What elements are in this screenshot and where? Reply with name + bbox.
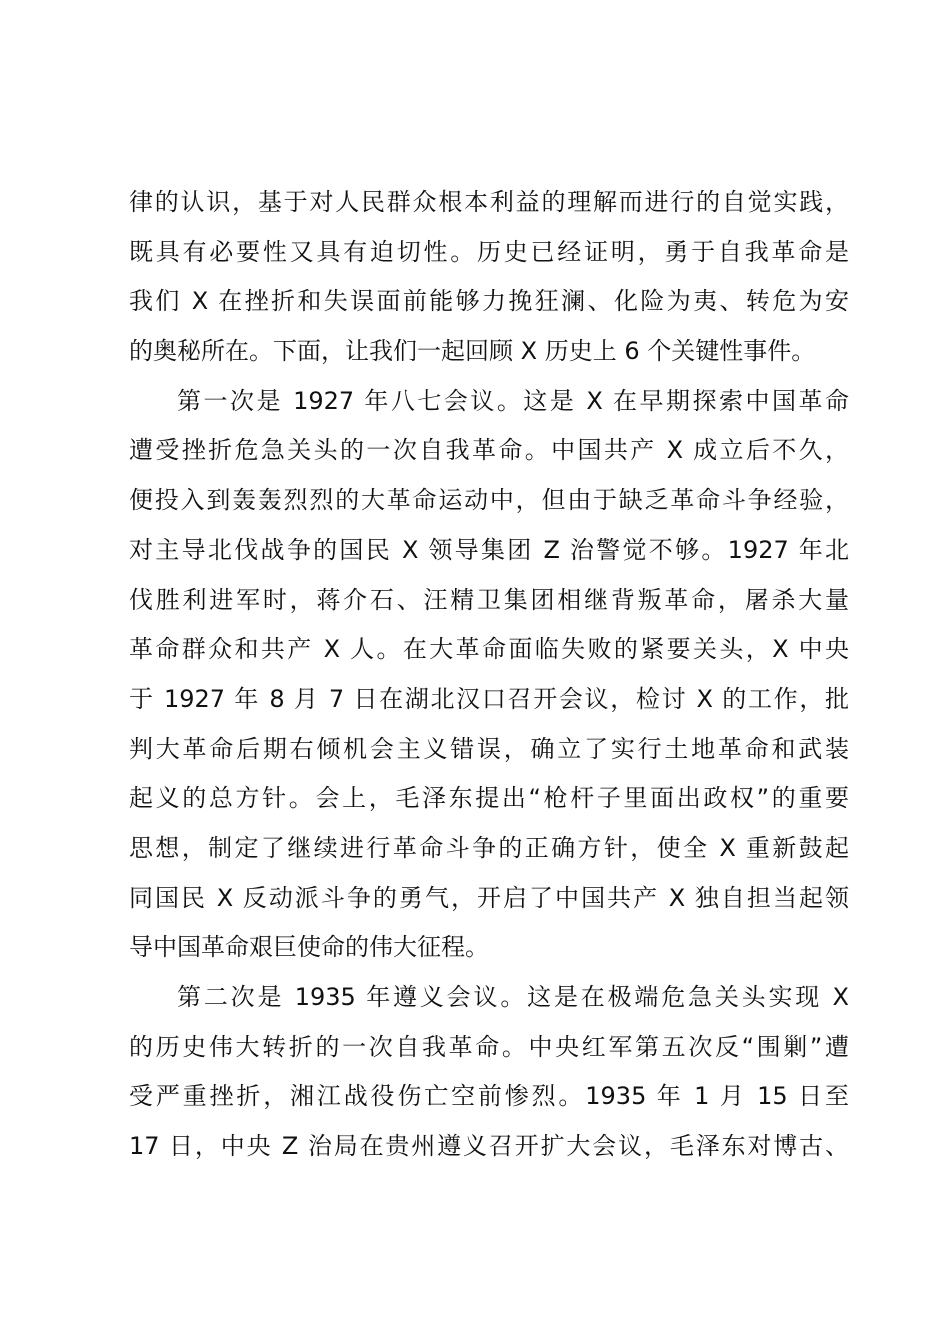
text-line: 于 1927 年 8 月 7 日在湖北汉口召开会议，检讨 X 的工作，批 xyxy=(129,684,849,713)
text-line: 判大革命后期右倾机会主义错误，确立了实行土地革命和武装 xyxy=(129,734,849,763)
text-line: 革命群众和共产 X 人。在大革命面临失败的紧要关头，X 中央 xyxy=(129,635,849,664)
text-line: 第二次是 1935 年遵义会议。这是在极端危急关头实现 X xyxy=(177,983,849,1011)
text-line: 对主导北伐战争的国民 X 领导集团 Z 治警觉不够。1927 年北 xyxy=(129,535,849,564)
text-line: 同国民 X 反动派斗争的勇气，开启了中国共产 X 独自担当起领 xyxy=(129,883,849,912)
text-line: 起义的总方针。会上，毛泽东提出“枪杆子里面出政权”的重要 xyxy=(129,784,849,813)
text-line: 的奥秘所在。下面，让我们一起回顾 X 历史上 6 个关键性事件。 xyxy=(129,337,816,366)
text-line: 遭受挫折危急关头的一次自我革命。中国共产 X 成立后不久， xyxy=(129,436,849,465)
text-line: 第一次是 1927 年八七会议。这是 X 在早期探索中国革命 xyxy=(177,386,849,415)
text-line: 便投入到轰轰烈烈的大革命运动中，但由于缺乏革命斗争经验， xyxy=(129,486,849,515)
text-line: 导中国革命艰巨使命的伟大征程。 xyxy=(129,933,489,962)
text-line: 的历史伟大转折的一次自我革命。中央红军第五次反“围剿”遭 xyxy=(129,1032,849,1061)
text-line: 17 日，中央 Z 治局在贵州遵义召开扩大会议，毛泽东对博古、 xyxy=(129,1132,849,1161)
text-line: 伐胜利进军时，蒋介石、汪精卫集团相继背叛革命，屠杀大量 xyxy=(129,585,849,614)
text-line: 既具有必要性又具有迫切性。历史已经证明，勇于自我革命是 xyxy=(129,237,849,266)
text-line: 律的认识，基于对人民群众根本利益的理解而进行的自觉实践， xyxy=(129,188,849,216)
text-line: 受严重挫折，湘江战役伤亡空前惨烈。1935 年 1 月 15 日至 xyxy=(129,1082,849,1111)
text-line: 我们 X 在挫折和失误面前能够力挽狂澜、化险为夷、转危为安 xyxy=(129,287,849,316)
text-line: 思想，制定了继续进行革命斗争的正确方针，使全 X 重新鼓起 xyxy=(129,833,849,862)
document-body xyxy=(129,178,869,1172)
